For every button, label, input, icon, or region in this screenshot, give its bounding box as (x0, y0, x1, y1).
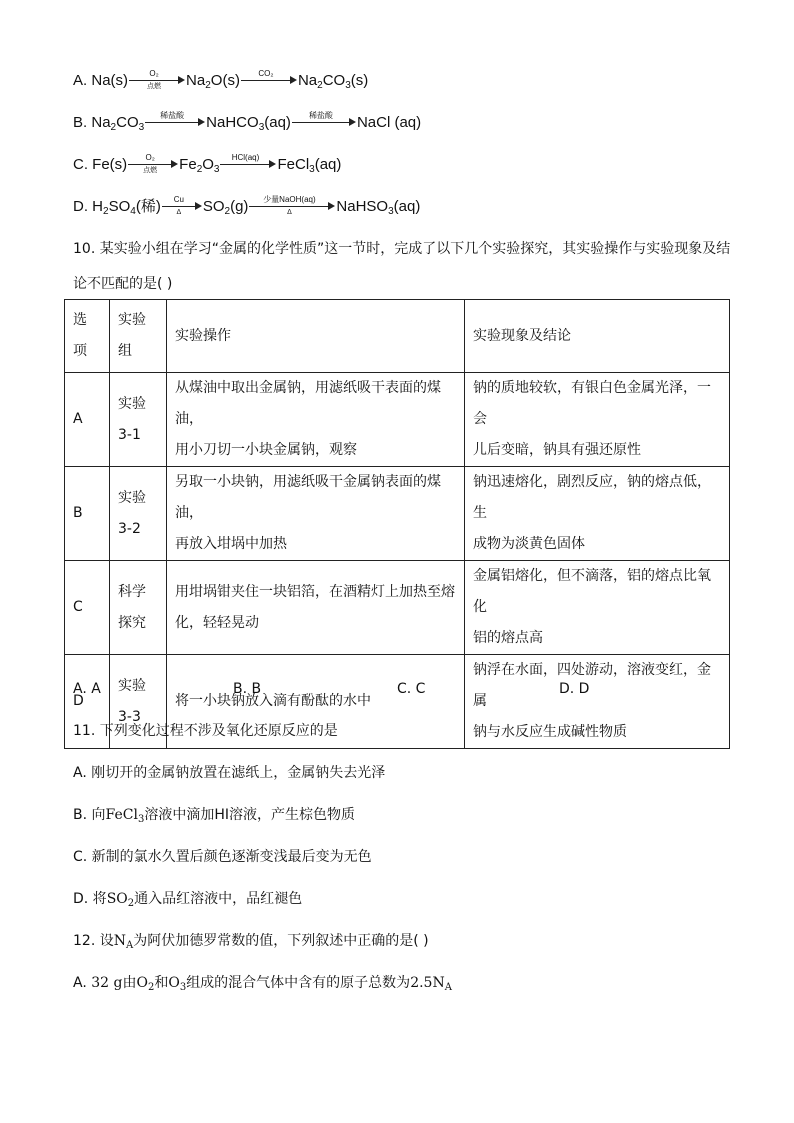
cell-operation: 另取一小块钠，用滤纸吸干金属钠表面的煤油， 再放入坩埚中加热 (167, 467, 465, 561)
cell-option: A (65, 373, 110, 467)
cell-option: B (65, 467, 110, 561)
cell-operation: 从煤油中取出金属钠，用滤纸吸干表面的煤油， 用小刀切一小块金属钠，观察 (167, 373, 465, 467)
q11-stem: 11. 下列变化过程不涉及氧化还原反应的是 (73, 723, 338, 739)
q9-option-c: C. Fe(s) O₂ 点燃 $Fe_2O_3$ HCl(aq) FeCl$_3$(aq) (73, 153, 342, 175)
reaction-arrow: HCl(aq) (220, 155, 276, 175)
formula: O(s) (210, 72, 240, 89)
q12-stem: 12. 设$N_A$为阿伏加德罗常数的值，下列叙述中正确的是( ) (73, 933, 429, 951)
formula: SO (202, 198, 225, 215)
answer-option-d[interactable]: D. D (559, 681, 590, 697)
avogadro-symbol: N (113, 933, 126, 949)
reaction-arrow: 稀盐酸 (145, 113, 205, 133)
q11-option-b[interactable]: B. 向FeCl$_3$溶液中滴加HI溶液，产生棕色物质 (73, 807, 355, 825)
formula: SO (106, 891, 128, 907)
cell-option: D (65, 655, 110, 749)
reaction-arrow: 少量NaOH(aq) Δ (249, 197, 335, 217)
q9-option-d: D. $H_2SO_4$(稀) $\frac{Cu}{\Delta}$ $SO_2(g)$ 少量NaOH(aq) Δ NaHSO$_3$(aq) (73, 195, 421, 217)
q10-stem-line1: 10. 某实验小组在学习“金属的化学性质”这一节时，完成了以下几个实验探究，其实验操作与实验现象及结 (73, 241, 731, 257)
formula: Na (186, 72, 206, 89)
q10-stem-line2: 论不匹配的是( ) (73, 276, 173, 292)
table-row (65, 467, 730, 561)
answer-option-b[interactable]: B. B (233, 681, 262, 697)
formula: Na(s) (91, 72, 129, 89)
cell-result: 钠浮在水面，四处游动，溶液变红，金属 钠与水反应生成碱性物质 (465, 655, 730, 749)
formula: FeCl (105, 807, 138, 823)
option-label: A. (73, 72, 88, 89)
reaction-arrow: O₂ 点燃 (128, 155, 178, 175)
formula: Na (91, 114, 111, 131)
header-operation: 实验操作 (167, 300, 465, 373)
q11-option-c[interactable]: C. 新制的氯水久置后颜色逐渐变浅最后变为无色 (73, 849, 372, 865)
header-result: 实验现象及结论 (465, 300, 730, 373)
reaction-arrow: $\frac{Cu}{\Delta}$ (162, 197, 202, 217)
cell-group: 科学 探究 (110, 561, 167, 655)
q12-option-a[interactable]: A. 32 g由$O_2$和$O_3$组成的混合气体中含有的原子总数为$2.5N_A$ (73, 975, 452, 993)
option-label: C. (73, 156, 88, 173)
q11-option-d[interactable]: D. 将$SO_2$通入品红溶液中，品红褪色 (73, 891, 303, 909)
reaction-arrow: CO₂ (241, 71, 297, 91)
table-row (65, 561, 730, 655)
table-header-row (65, 300, 730, 373)
formula: Fe(s) (92, 156, 128, 173)
cell-operation: 用坩埚钳夹住一块铝箔，在酒精灯上加热至熔 化，轻轻晃动 (167, 561, 465, 655)
formula: NaHCO (206, 114, 259, 131)
formula: H (92, 198, 104, 215)
q9-option-a: A. Na(s) O₂ 点燃 $Na_2O(s)$ CO₂ $Na_2CO_3(s)$ (73, 69, 369, 91)
cell-group: 实验 3-1 (110, 373, 167, 467)
reaction-arrow: O₂ 点燃 (129, 71, 185, 91)
option-label: D. (73, 198, 88, 215)
option-label: B. (73, 114, 88, 131)
formula: Na (297, 72, 318, 89)
formula: FeCl (277, 156, 310, 173)
cell-result: 钠迅速熔化，剧烈反应，钠的熔点低，生 成物为淡黄色固体 (465, 467, 730, 561)
formula: NaHSO (336, 198, 389, 215)
q9-option-b: B. $Na_2CO_3$ 稀盐酸 NaHCO$_3$(aq) 稀盐酸 NaCl (aq) (73, 111, 422, 133)
cell-option: C (65, 561, 110, 655)
header-group: 实验 组 (110, 300, 167, 373)
header-option: 选 项 (65, 300, 110, 373)
formula: Fe (179, 156, 197, 173)
cell-group: 实验 3-2 (110, 467, 167, 561)
cell-group: 实验 3-3 (110, 655, 167, 749)
table-row (65, 373, 730, 467)
q11-option-a[interactable]: A. 刚切开的金属钠放置在滤纸上，金属钠失去光泽 (73, 765, 386, 781)
answer-option-c[interactable]: C. C (397, 681, 426, 697)
answer-option-a[interactable]: A. A (73, 681, 101, 697)
cell-result: 钠的质地较软，有银白色金属光泽，一会 儿后变暗，钠具有强还原性 (465, 373, 730, 467)
formula: NaCl (aq) (356, 114, 422, 131)
cell-operation: 将一小块钠放入滴有酚酞的水中 (167, 655, 465, 749)
reaction-arrow: 稀盐酸 (292, 113, 356, 133)
cell-result: 金属铝熔化，但不滴落，铝的熔点比氧化 铝的熔点高 (465, 561, 730, 655)
